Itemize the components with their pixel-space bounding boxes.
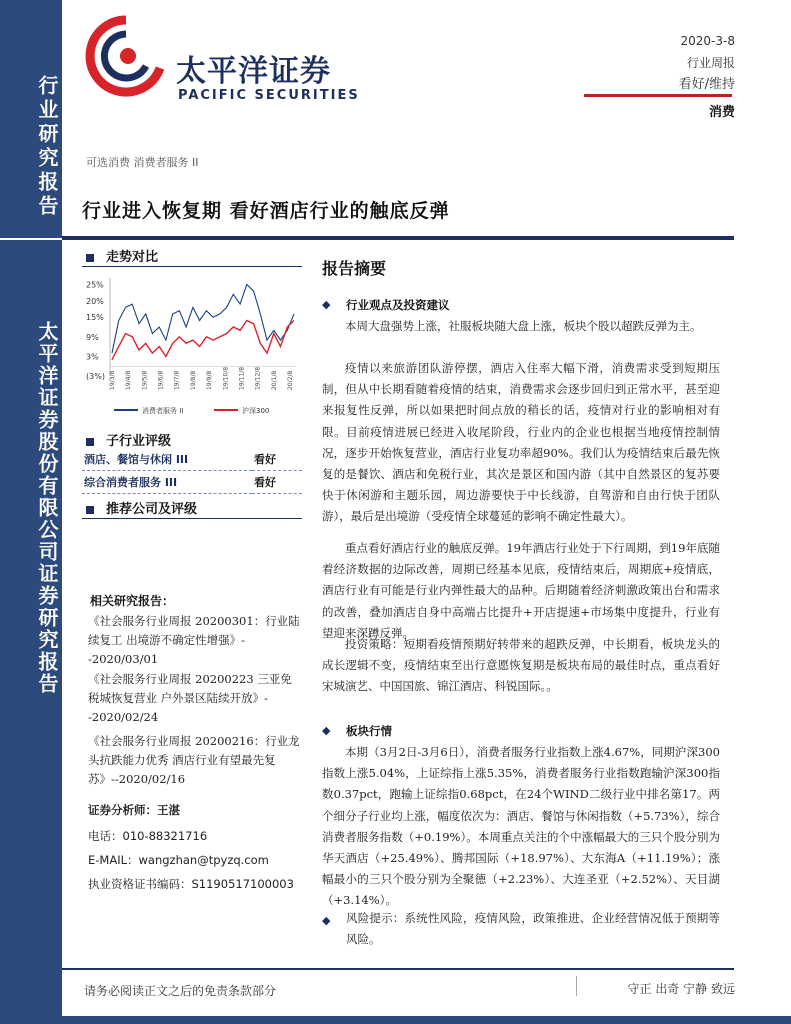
summary-paragraph: 重点看好酒店行业的触底反弹。19年酒店行业处于下行周期，到19年底随着经济数据的边际改善，周期已经基本见底，疫情结束后，周期底+疫情底，酒店行业有可能是行业内弹性最大的品种。后期随着经济刺激政策出台和需求的改善，叠加酒店自身中高端占比提升+开店提速+市场集中度提升，行业有望迎来深蹲反弹。 [322, 541, 720, 640]
x-tick-label: 19/12/8 [254, 366, 262, 390]
industry-rating-cell: 看好 [252, 471, 302, 494]
x-tick-label: 19/9/8 [206, 370, 214, 390]
related-report-item: 《社会服务行业周报 20200216：行业龙头抗跌能力优秀 酒店行业有望最先复苏》--2020/02/16 [88, 734, 300, 786]
table-row [82, 471, 302, 494]
x-tick-label: 19/3/8 [109, 370, 116, 390]
industry-rating: 看好/维持 [678, 77, 735, 92]
recommend-section-line [82, 518, 302, 519]
viewpoint-heading: 行业观点及投资建议 [346, 298, 450, 312]
market-paragraph: 本期（3月2日-3月6日），消费者服务行业指数上涨4.67%，同期沪深300指数上涨5.04%，上证综指上涨5.35%，消费者服务行业指数跑输沪深300指数0.37pct，跑输上证综指0.68pct，在24个WIND二级行业中排名第17。两个细分子行业均上涨，幅度依次为：酒店、餐馆与休闲指数（+5.73%），综合消费者服务指数（+0.19%）。本周重点关注的个中涨幅最大的三只个股分别为华天酒店（+25.49%）、腾邦国际（+18.97%）、大东海A（+11.19%）；涨幅最小的三只个股分别为全聚德（+2.23%）、大连圣亚（+2.52%）、天目湖（+3.14%）。 [322, 745, 720, 908]
x-tick-label: 19/6/8 [157, 370, 165, 390]
industry-name: 酒店、餐馆与休闲 III [82, 448, 252, 471]
summary-paragraph: 投资策略：短期看疫情预期好转带来的超跌反弹，中长期看，板块龙头的成长逻辑不变，疫情结束至出行意愿恢复期是板块布局的最佳时点，重点看好宋城演艺、中国国旅、锦江酒店、科锐国际。。 [322, 637, 720, 694]
report-date: 2020-3-8 [680, 34, 735, 48]
side-report-type-label: 行业研究报告 [35, 75, 59, 219]
recommend-section-heading [86, 498, 197, 517]
industry-tags: 可选消费 消费者服务 II [86, 156, 199, 169]
report-type: 行业周报 [686, 56, 735, 70]
footer-separator [576, 976, 577, 996]
square-bullet-icon [86, 506, 94, 514]
pacific-securities-logo-icon [84, 14, 168, 98]
square-bullet-icon [86, 438, 94, 446]
y-tick-label: 9% [86, 332, 99, 342]
diamond-bullet-icon: ◆ [322, 914, 331, 927]
related-reports-heading: 相关研究报告： [90, 594, 175, 608]
side-company-label: 太平洋证券股份有限公司证券研究报告 [35, 321, 59, 695]
trend-comparison-chart [84, 272, 302, 422]
x-tick-label: 19/8/8 [189, 370, 197, 390]
summary-paragraph: 疫情以来旅游团队游停摆，酒店入住率大幅下滑，消费需求受到短期压制，但从中长期看随着疫情的结束，消费需求会逐步回归到正常水平，甚至迎来报复性反弹，所以如果把时间点放的稍长的话，疫情对行业的影响相对有限。目前疫情进展已经进入收尾阶段，行业内的企业也根据当地疫情控制情况，逐步开始恢复营业，酒店行业复功率超90%。我们认为疫情结束后最先恢复的是餐饮、酒店和免税行业，其次是景区和国内游（其中自然景区的复苏要快于休闲游和主题乐园，周边游要快于中长线游，自驾游和自由行快于团队游），最后是出境游（受疫情全球蔓延的影响不确定性最大）。 [322, 361, 720, 524]
y-tick-label: 3% [86, 352, 99, 362]
analyst-cert: 执业资格证书编码：S1190517100003 [88, 877, 294, 891]
analyst-email: E-MAIL：wangzhan@tpyzq.com [88, 853, 269, 867]
footer-divider [62, 968, 734, 970]
x-tick-label: 20/1/8 [270, 370, 278, 390]
legend-label: 沪深300 [242, 407, 270, 415]
sub-rating-section-title: 子行业评级 [106, 434, 172, 449]
brand-name-cn: 太平洋证券 [176, 54, 331, 89]
market-heading: 板块行情 [346, 724, 392, 738]
report-title: 行业进入恢复期 看好酒店行业的触底反弹 [82, 200, 450, 222]
y-tick-label: 25% [86, 280, 104, 290]
table-row [82, 448, 302, 471]
x-tick-label: 19/4/8 [125, 370, 133, 390]
footer-motto: 守正 出奇 宁静 致远 [627, 982, 735, 996]
x-tick-label: 19/11/8 [238, 366, 246, 390]
diamond-bullet-icon: ◆ [322, 724, 331, 737]
trend-section-line [82, 266, 302, 267]
y-tick-label: 20% [86, 296, 104, 306]
y-tick-label: (3%) [86, 372, 105, 381]
y-tick-label: 15% [86, 313, 104, 323]
recommend-section-title: 推荐公司及评级 [106, 502, 198, 517]
summary-title: 报告摘要 [322, 259, 387, 278]
footer-disclaimer: 请务必阅读正文之后的免责条款部分 [84, 984, 277, 998]
risk-paragraph: 风险提示：系统性风险，疫情风险，政策推进、企业经营情况低于预期等风险。 [346, 911, 720, 947]
related-report-item: 《社会服务行业周报 20200223 三亚免税城恢复营业 户外景区陆续开放》--2020/02/24 [88, 672, 292, 724]
sub-industry-rating-table [82, 448, 302, 494]
legend-label: 消费者服务 II [142, 407, 184, 415]
sector-label: 消费 [708, 105, 735, 120]
analyst-name: 证券分析师：王湛 [88, 803, 180, 817]
title-divider [62, 236, 734, 240]
square-bullet-icon [86, 254, 94, 262]
x-tick-label: 19/7/8 [173, 370, 181, 390]
trend-section-title: 走势对比 [106, 250, 159, 265]
summary-paragraph: 本周大盘强势上涨，社服板块随大盘上涨，板块个股以超跌反弹为主。 [345, 319, 702, 333]
industry-rating-cell: 看好 [252, 448, 302, 471]
x-tick-label: 20/2/8 [287, 370, 294, 390]
header-accent-line [584, 94, 732, 97]
industry-name: 综合消费者服务 III [82, 471, 252, 494]
diamond-bullet-icon: ◆ [322, 298, 331, 311]
x-tick-label: 19/10/8 [222, 366, 230, 390]
sub-rating-section-heading [86, 430, 171, 449]
analyst-phone: 电话：010-88321716 [88, 829, 208, 843]
footer-band [62, 1016, 791, 1024]
brand-name-en: PACIFIC SECURITIES [178, 88, 360, 103]
trend-section-heading [86, 246, 158, 265]
related-report-item: 《社会服务行业周报 20200301：行业陆续复工 出境游不确定性增强》--2020/03/01 [88, 614, 300, 666]
x-tick-label: 19/5/8 [141, 370, 149, 390]
